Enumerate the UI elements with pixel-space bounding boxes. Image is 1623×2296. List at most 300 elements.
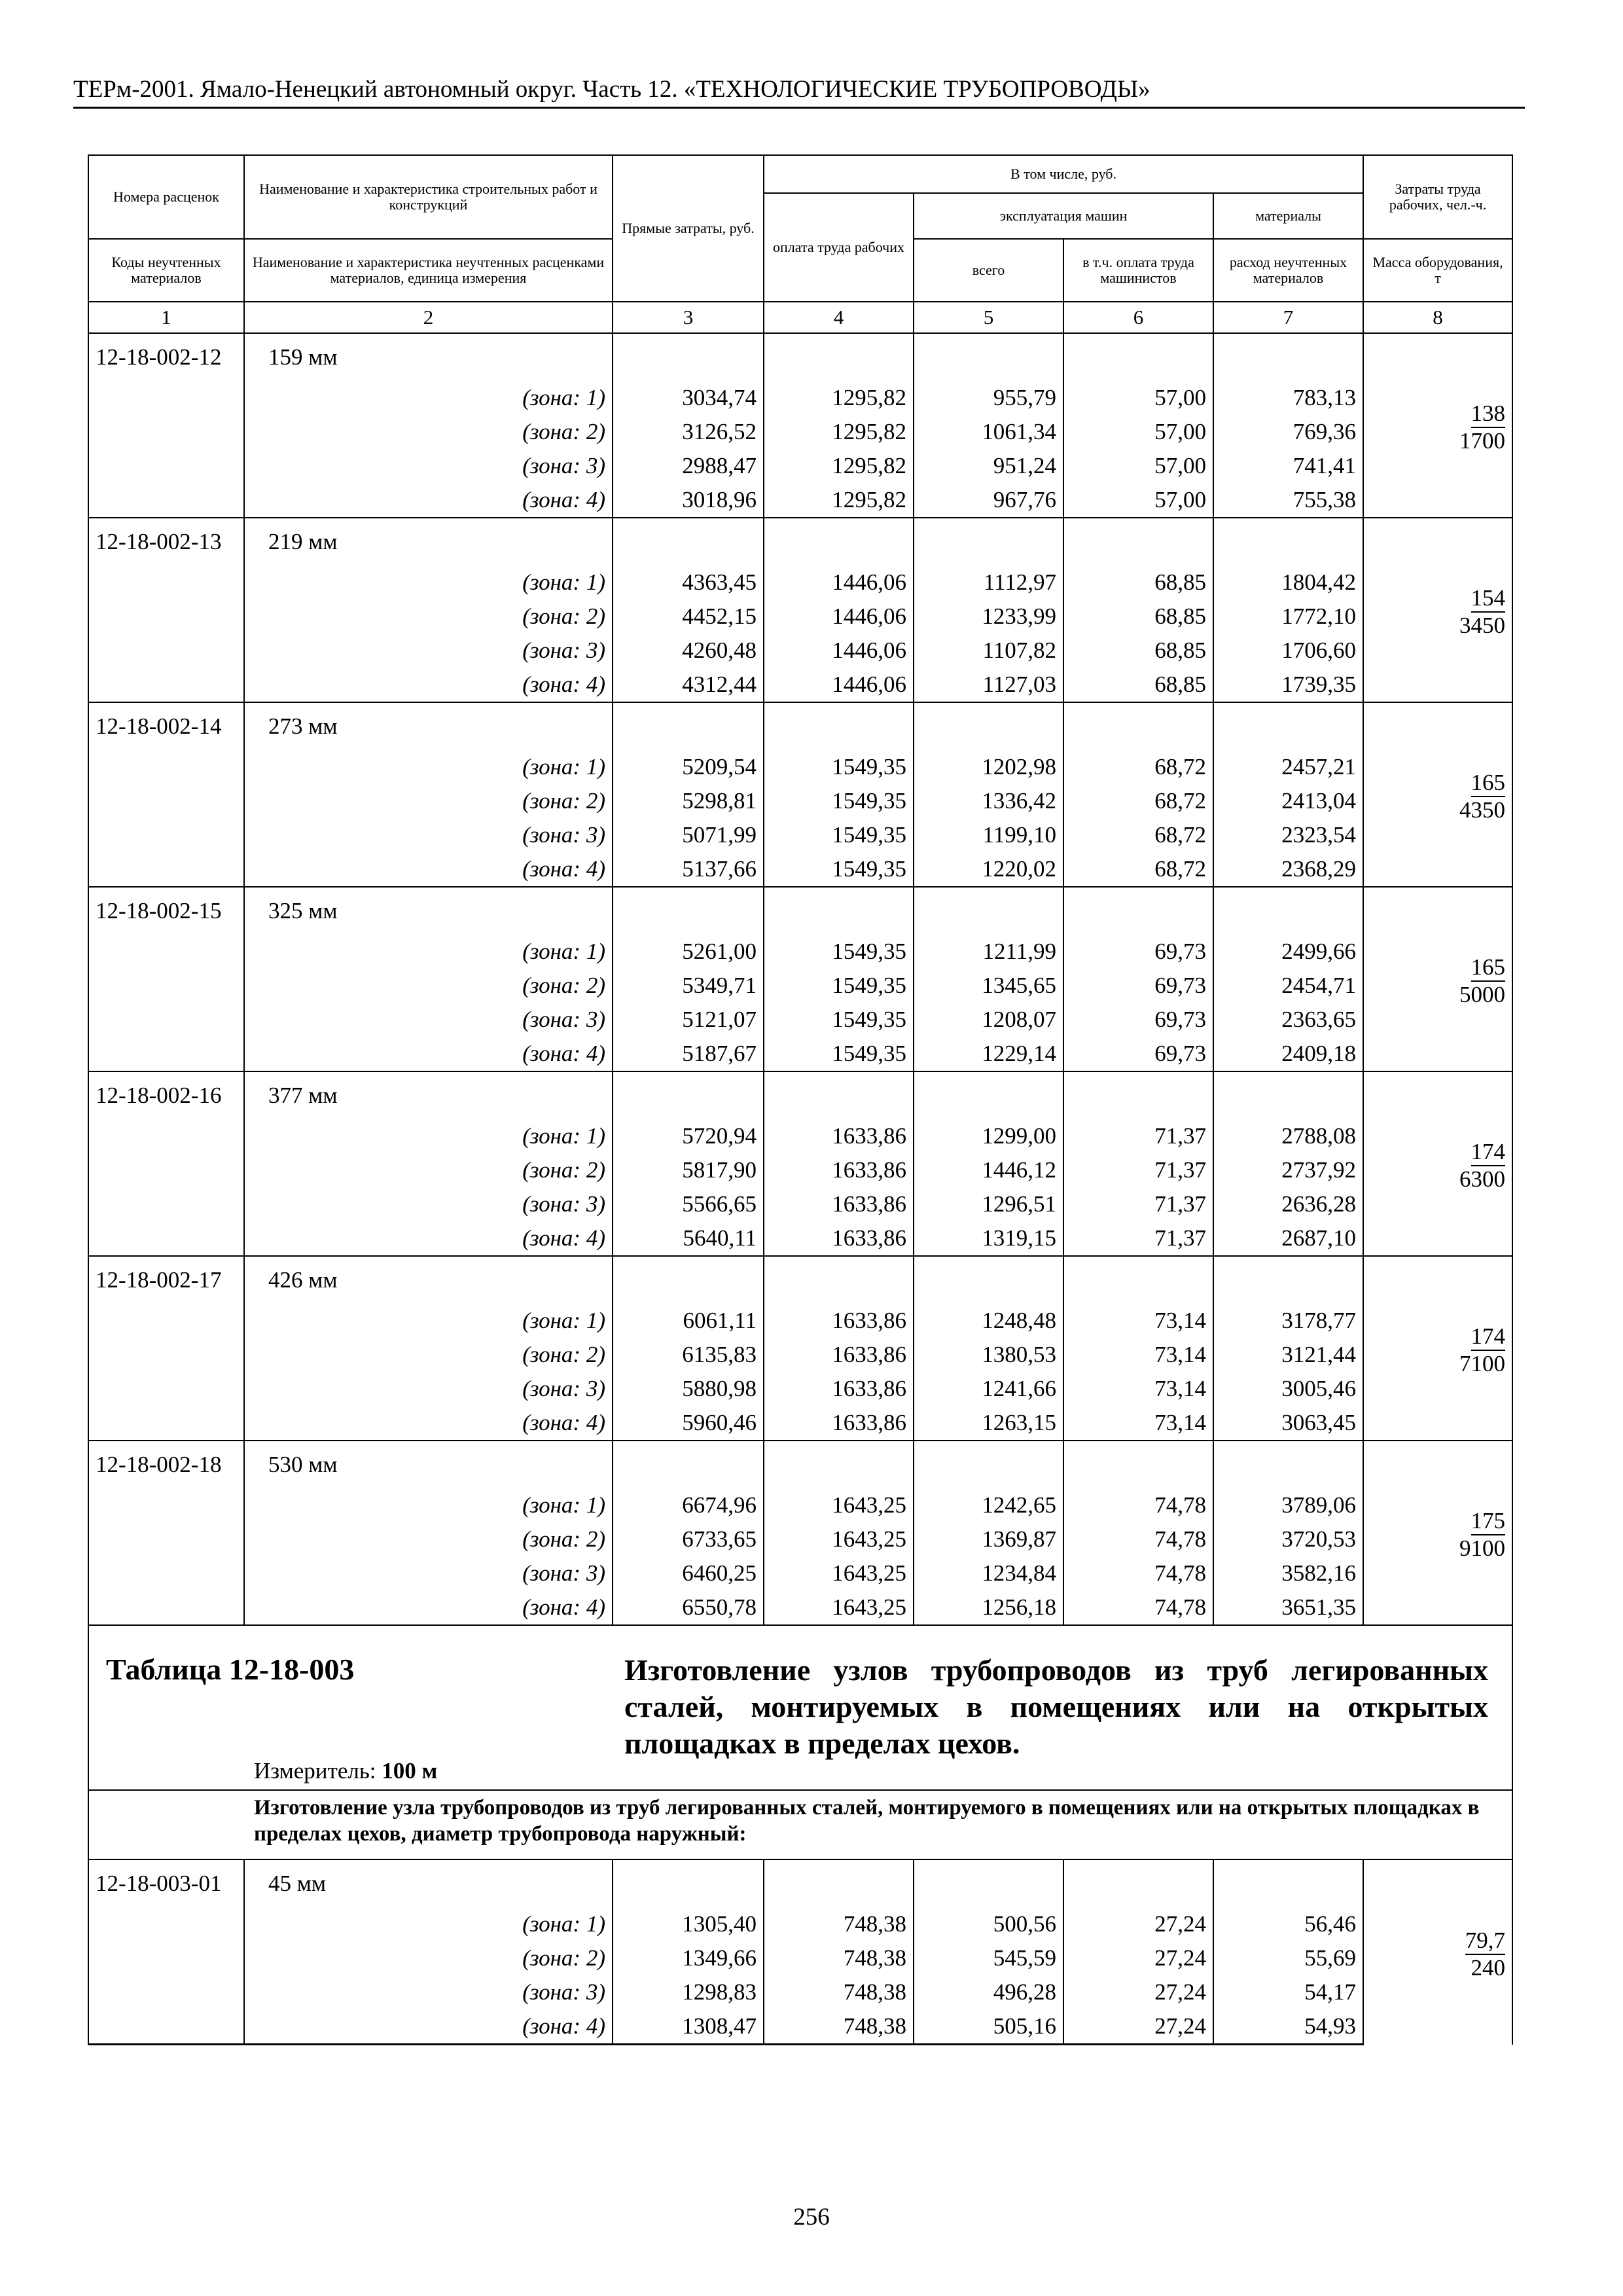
materials-value: 3121,44: [1213, 1338, 1363, 1372]
empty-cell: [914, 1256, 1063, 1304]
zone-label: (зона: 2): [244, 969, 613, 1003]
empty-cell: [1213, 702, 1363, 750]
zone-row: [88, 668, 1512, 702]
empty-cell: [1063, 1256, 1213, 1304]
empty-cell: [914, 1071, 1063, 1119]
empty-cell: [764, 887, 914, 935]
empty-cell: [1063, 887, 1213, 935]
zone-label: (зона: 4): [244, 1221, 613, 1256]
materials-value: 1804,42: [1213, 565, 1363, 600]
machines-total-value: 1263,15: [914, 1406, 1063, 1441]
empty-cell: [88, 1338, 244, 1372]
zone-label: (зона: 1): [244, 1119, 613, 1153]
empty-cell: [1213, 518, 1363, 565]
empty-cell: [88, 1941, 244, 1975]
machines-total-value: 1369,87: [914, 1522, 1063, 1556]
labor-mass-cell: [1363, 1859, 1512, 2045]
wages-value: 1643,25: [764, 1590, 914, 1625]
machines-total-value: 1112,97: [914, 565, 1063, 600]
col8-bottom-header: Масса оборудования, т: [1363, 239, 1512, 302]
zone-row: [88, 1406, 1512, 1441]
empty-cell: [914, 887, 1063, 935]
zone-label: (зона: 1): [244, 1304, 613, 1338]
empty-cell: [88, 1304, 244, 1338]
empty-cell: [764, 702, 914, 750]
materials-value: 2454,71: [1213, 969, 1363, 1003]
empty-cell: [88, 415, 244, 449]
empty-cell: [914, 518, 1063, 565]
machines-total-value: 1296,51: [914, 1187, 1063, 1221]
empty-cell: [613, 1859, 764, 1907]
direct-costs-value: 3126,52: [613, 415, 764, 449]
empty-cell: [88, 784, 244, 818]
labor-mass-cell: [1363, 1256, 1512, 1441]
table-head: [88, 155, 1512, 333]
rate-name: 325 мм: [244, 887, 613, 935]
empty-cell: [1063, 333, 1213, 381]
operators-wages-value: 68,85: [1063, 634, 1213, 668]
labor-value: 165: [1471, 954, 1506, 982]
rate-row: [88, 1071, 1512, 1119]
empty-cell: [88, 1590, 244, 1625]
wages-value: 1446,06: [764, 600, 914, 634]
machines-total-value: 967,76: [914, 483, 1063, 518]
empty-cell: [88, 600, 244, 634]
empty-cell: [613, 518, 764, 565]
empty-cell: [1213, 1441, 1363, 1488]
materials-value: 2687,10: [1213, 1221, 1363, 1256]
wages-value: 1295,82: [764, 483, 914, 518]
operators-wages-value: 68,85: [1063, 565, 1213, 600]
direct-costs-value: 2988,47: [613, 449, 764, 483]
operators-wages-value: 27,24: [1063, 1975, 1213, 2009]
zone-label: (зона: 4): [244, 1590, 613, 1625]
zone-row: [88, 381, 1512, 415]
column-number: 2: [244, 302, 613, 333]
column-number: 5: [914, 302, 1063, 333]
empty-cell: [88, 449, 244, 483]
empty-cell: [88, 1488, 244, 1522]
empty-cell: [1213, 1859, 1363, 1907]
zone-row: [88, 935, 1512, 969]
direct-costs-value: 5817,90: [613, 1153, 764, 1187]
machines-total-value: 1299,00: [914, 1119, 1063, 1153]
rate-row: [88, 1256, 1512, 1304]
zone-row: [88, 483, 1512, 518]
direct-costs-value: 3018,96: [613, 483, 764, 518]
operators-wages-value: 57,00: [1063, 483, 1213, 518]
machines-total-value: 1319,15: [914, 1221, 1063, 1256]
operators-wages-value: 68,85: [1063, 668, 1213, 702]
rate-row: [88, 1441, 1512, 1488]
operators-wages-value: 71,37: [1063, 1153, 1213, 1187]
zone-row: [88, 600, 1512, 634]
running-header: ТЕРм-2001. Ямало-Ненецкий автономный округ. Часть 12. «ТЕХНОЛОГИЧЕСКИЕ ТРУБОПРОВОДЫ»: [73, 76, 1150, 103]
empty-cell: [88, 1522, 244, 1556]
direct-costs-value: 6061,11: [613, 1304, 764, 1338]
zone-row: [88, 1003, 1512, 1037]
direct-costs-value: 4260,48: [613, 634, 764, 668]
machines-total-value: 1234,84: [914, 1556, 1063, 1590]
zone-label: (зона: 2): [244, 1941, 613, 1975]
rate-code: 12-18-003-01: [88, 1859, 244, 1907]
direct-costs-value: 5298,81: [613, 784, 764, 818]
page-number: 256: [793, 2204, 830, 2231]
materials-value: 1706,60: [1213, 634, 1363, 668]
zone-label: (зона: 2): [244, 600, 613, 634]
empty-cell: [764, 1071, 914, 1119]
labor-value: 79,7: [1465, 1928, 1505, 1955]
operators-wages-value: 73,14: [1063, 1338, 1213, 1372]
zone-row: [88, 1975, 1512, 2009]
zone-row: [88, 634, 1512, 668]
wages-value: 1643,25: [764, 1488, 914, 1522]
direct-costs-value: 5880,98: [613, 1372, 764, 1406]
labor-mass-cell: [1363, 333, 1512, 518]
zone-row: [88, 818, 1512, 852]
empty-cell: [88, 1406, 244, 1441]
column-number: 3: [613, 302, 764, 333]
materials-value: 783,13: [1213, 381, 1363, 415]
materials-value: 769,36: [1213, 415, 1363, 449]
zone-label: (зона: 3): [244, 1556, 613, 1590]
mass-value: 9100: [1459, 1535, 1506, 1561]
zone-label: (зона: 4): [244, 1406, 613, 1441]
machines-total-value: 1233,99: [914, 600, 1063, 634]
materials-value: 2363,65: [1213, 1003, 1363, 1037]
zone-label: (зона: 3): [244, 449, 613, 483]
operators-wages-value: 74,78: [1063, 1488, 1213, 1522]
zone-row: [88, 852, 1512, 887]
zone-row: [88, 2009, 1512, 2045]
zone-label: (зона: 3): [244, 1372, 613, 1406]
wages-value: 1549,35: [764, 852, 914, 887]
header-rule: [73, 107, 1525, 109]
empty-cell: [88, 565, 244, 600]
wages-value: 1295,82: [764, 381, 914, 415]
empty-cell: [914, 1859, 1063, 1907]
labor-mass-cell: [1363, 1071, 1512, 1256]
direct-costs-value: 4312,44: [613, 668, 764, 702]
materials-value: 2788,08: [1213, 1119, 1363, 1153]
direct-costs-value: 5261,00: [613, 935, 764, 969]
table-12-18-003-title: [88, 1625, 1512, 1859]
rate-code: 12-18-002-16: [88, 1071, 244, 1119]
wages-value: 748,38: [764, 2009, 914, 2045]
zone-label: (зона: 3): [244, 1187, 613, 1221]
direct-costs-value: 5071,99: [613, 818, 764, 852]
machines-total-value: 1336,42: [914, 784, 1063, 818]
materials-value: 3005,46: [1213, 1372, 1363, 1406]
empty-cell: [1213, 1071, 1363, 1119]
zone-label: (зона: 4): [244, 668, 613, 702]
unit-label: Измеритель:: [254, 1758, 376, 1784]
empty-cell: [1063, 1859, 1213, 1907]
zone-label: (зона: 4): [244, 483, 613, 518]
materials-value: 3582,16: [1213, 1556, 1363, 1590]
materials-value: 2636,28: [1213, 1187, 1363, 1221]
materials-value: 2737,92: [1213, 1153, 1363, 1187]
operators-wages-value: 74,78: [1063, 1522, 1213, 1556]
column-number: 4: [764, 302, 914, 333]
mass-value: 1700: [1459, 428, 1506, 454]
direct-costs-value: 6460,25: [613, 1556, 764, 1590]
rate-row: [88, 333, 1512, 381]
zone-row: [88, 1037, 1512, 1071]
direct-costs-value: 1349,66: [613, 1941, 764, 1975]
wages-value: 1633,86: [764, 1372, 914, 1406]
empty-cell: [88, 969, 244, 1003]
machines-total-value: 496,28: [914, 1975, 1063, 2009]
materials-value: 2457,21: [1213, 750, 1363, 784]
empty-cell: [914, 702, 1063, 750]
direct-costs-value: 5960,46: [613, 1406, 764, 1441]
machines-total-value: 951,24: [914, 449, 1063, 483]
wages-value: 1446,06: [764, 565, 914, 600]
zone-label: (зона: 2): [244, 1153, 613, 1187]
empty-cell: [613, 1071, 764, 1119]
operators-wages-value: 57,00: [1063, 381, 1213, 415]
direct-costs-value: 5349,71: [613, 969, 764, 1003]
empty-cell: [88, 1372, 244, 1406]
wages-value: 1295,82: [764, 449, 914, 483]
wages-value: 1633,86: [764, 1406, 914, 1441]
materials-value: 3789,06: [1213, 1488, 1363, 1522]
zone-row: [88, 565, 1512, 600]
empty-cell: [88, 1221, 244, 1256]
table-body-12-18-003: [88, 1859, 1512, 2045]
zone-label: (зона: 1): [244, 750, 613, 784]
operators-wages-value: 68,72: [1063, 852, 1213, 887]
wages-value: 1633,86: [764, 1119, 914, 1153]
materials-value: 755,38: [1213, 483, 1363, 518]
column-number: 6: [1063, 302, 1213, 333]
operators-wages-value: 27,24: [1063, 1941, 1213, 1975]
mass-value: 5000: [1459, 982, 1506, 1007]
wages-value: 1549,35: [764, 1003, 914, 1037]
operators-wages-value: 74,78: [1063, 1590, 1213, 1625]
empty-cell: [88, 1119, 244, 1153]
empty-cell: [88, 634, 244, 668]
materials-value: 741,41: [1213, 449, 1363, 483]
wages-value: 748,38: [764, 1907, 914, 1941]
direct-costs-value: 5121,07: [613, 1003, 764, 1037]
operators-wages-value: 71,37: [1063, 1187, 1213, 1221]
table-description: Изготовление узлов трубопроводов из труб легированных сталей, монтируемых в помещениях или на открытых площадках в пределах цехов.: [624, 1653, 1488, 1760]
col8-top-header: Затраты труда рабочих, чел.-ч.: [1363, 155, 1512, 239]
empty-cell: [88, 1037, 244, 1071]
zone-label: (зона: 3): [244, 818, 613, 852]
machines-total-value: 955,79: [914, 381, 1063, 415]
rate-name: 219 мм: [244, 518, 613, 565]
column-number: 8: [1363, 302, 1512, 333]
direct-costs-value: 6733,65: [613, 1522, 764, 1556]
operators-wages-value: 27,24: [1063, 1907, 1213, 1941]
section-heading: Изготовление узла трубопроводов из труб легированных сталей, монтируемого в помещениях или на открытых площадках в пределах цехов, диаметр трубопровода наружный:: [88, 1790, 1512, 1859]
zone-label: (зона: 4): [244, 1037, 613, 1071]
zone-label: (зона: 2): [244, 415, 613, 449]
operators-wages-header: в т.ч. оплата труда машинистов: [1063, 239, 1213, 302]
rate-name: 159 мм: [244, 333, 613, 381]
wages-value: 748,38: [764, 1975, 914, 2009]
machines-total-value: 505,16: [914, 2009, 1063, 2045]
zone-row: [88, 1153, 1512, 1187]
zone-label: (зона: 1): [244, 1488, 613, 1522]
direct-costs-value: 6674,96: [613, 1488, 764, 1522]
rate-row: [88, 518, 1512, 565]
wages-value: 1549,35: [764, 818, 914, 852]
operators-wages-value: 74,78: [1063, 1556, 1213, 1590]
zone-label: (зона: 2): [244, 784, 613, 818]
empty-cell: [1213, 887, 1363, 935]
machines-total-value: 1242,65: [914, 1488, 1063, 1522]
table-title-block: [88, 1625, 1512, 1790]
zone-row: [88, 1907, 1512, 1941]
zone-row: [88, 1221, 1512, 1256]
machines-total-value: 545,59: [914, 1941, 1063, 1975]
operators-wages-value: 71,37: [1063, 1119, 1213, 1153]
zone-label: (зона: 1): [244, 935, 613, 969]
direct-costs-header: Прямые затраты, руб.: [613, 155, 764, 302]
zone-row: [88, 1304, 1512, 1338]
labor-mass-cell: [1363, 887, 1512, 1071]
mass-value: 4350: [1459, 797, 1506, 823]
empty-cell: [1213, 1256, 1363, 1304]
labor-value: 138: [1471, 401, 1506, 428]
machines-total-header: всего: [914, 239, 1063, 302]
machines-total-value: 1446,12: [914, 1153, 1063, 1187]
empty-cell: [88, 750, 244, 784]
empty-cell: [914, 333, 1063, 381]
zone-row: [88, 969, 1512, 1003]
direct-costs-value: 4363,45: [613, 565, 764, 600]
machines-header: эксплуатация машин: [914, 193, 1213, 239]
empty-cell: [88, 483, 244, 518]
wages-value: 1633,86: [764, 1221, 914, 1256]
zone-row: [88, 1372, 1512, 1406]
zone-label: (зона: 3): [244, 634, 613, 668]
empty-cell: [88, 1907, 244, 1941]
zone-label: (зона: 1): [244, 381, 613, 415]
rate-code: 12-18-002-12: [88, 333, 244, 381]
zone-label: (зона: 1): [244, 1907, 613, 1941]
rate-code: 12-18-002-14: [88, 702, 244, 750]
machines-total-value: 1107,82: [914, 634, 1063, 668]
wages-value: 1643,25: [764, 1556, 914, 1590]
zone-row: [88, 1556, 1512, 1590]
including-header: В том числе, руб.: [764, 155, 1363, 193]
machines-total-value: 1127,03: [914, 668, 1063, 702]
operators-wages-value: 57,00: [1063, 449, 1213, 483]
rate-name: 273 мм: [244, 702, 613, 750]
empty-cell: [1063, 1071, 1213, 1119]
mass-value: 3450: [1459, 613, 1506, 638]
empty-cell: [88, 818, 244, 852]
wages-value: 1549,35: [764, 784, 914, 818]
empty-cell: [764, 333, 914, 381]
machines-total-value: 1248,48: [914, 1304, 1063, 1338]
wages-value: 1446,06: [764, 668, 914, 702]
zone-label: (зона: 3): [244, 1975, 613, 2009]
rate-row: [88, 1859, 1512, 1907]
wages-value: 748,38: [764, 1941, 914, 1975]
zone-row: [88, 415, 1512, 449]
col1-top-header: Номера расценок: [88, 155, 244, 239]
empty-cell: [613, 887, 764, 935]
operators-wages-value: 73,14: [1063, 1372, 1213, 1406]
empty-cell: [613, 702, 764, 750]
zone-row: [88, 1119, 1512, 1153]
labor-value: 154: [1471, 585, 1506, 613]
rate-name: 45 мм: [244, 1859, 613, 1907]
machines-total-value: 1345,65: [914, 969, 1063, 1003]
materials-value: 56,46: [1213, 1907, 1363, 1941]
wages-value: 1295,82: [764, 415, 914, 449]
direct-costs-value: 5209,54: [613, 750, 764, 784]
empty-cell: [1063, 1441, 1213, 1488]
materials-value: 54,93: [1213, 2009, 1363, 2045]
wages-value: 1549,35: [764, 969, 914, 1003]
machines-total-value: 1061,34: [914, 415, 1063, 449]
machines-total-value: 1380,53: [914, 1338, 1063, 1372]
rate-code: 12-18-002-13: [88, 518, 244, 565]
wages-value: 1633,86: [764, 1153, 914, 1187]
direct-costs-value: 6550,78: [613, 1590, 764, 1625]
unaccounted-materials-header: расход неучтенных материалов: [1213, 239, 1363, 302]
mass-value: 240: [1471, 1954, 1506, 1981]
unit-line: [254, 1758, 437, 1784]
empty-cell: [613, 1256, 764, 1304]
empty-cell: [88, 1556, 244, 1590]
column-number: 7: [1213, 302, 1363, 333]
rate-name: 426 мм: [244, 1256, 613, 1304]
labor-mass-cell: [1363, 1441, 1512, 1625]
operators-wages-value: 27,24: [1063, 2009, 1213, 2045]
direct-costs-value: 1298,83: [613, 1975, 764, 2009]
materials-value: 3178,77: [1213, 1304, 1363, 1338]
column-number: 1: [88, 302, 244, 333]
zone-row: [88, 1522, 1512, 1556]
materials-header: материалы: [1213, 193, 1363, 239]
wages-value: 1549,35: [764, 750, 914, 784]
machines-total-value: 1220,02: [914, 852, 1063, 887]
wages-value: 1633,86: [764, 1338, 914, 1372]
labor-mass-cell: [1363, 702, 1512, 887]
rate-name: 530 мм: [244, 1441, 613, 1488]
labor-value: 174: [1471, 1323, 1506, 1351]
operators-wages-value: 69,73: [1063, 935, 1213, 969]
labor-value: 174: [1471, 1139, 1506, 1166]
materials-value: 3651,35: [1213, 1590, 1363, 1625]
labor-value: 175: [1471, 1508, 1506, 1535]
rate-code: 12-18-002-18: [88, 1441, 244, 1488]
direct-costs-value: 1305,40: [613, 1907, 764, 1941]
empty-cell: [1063, 518, 1213, 565]
zone-row: [88, 750, 1512, 784]
machines-total-value: 1199,10: [914, 818, 1063, 852]
empty-cell: [88, 2009, 244, 2045]
empty-cell: [764, 1256, 914, 1304]
zone-row: [88, 1488, 1512, 1522]
empty-cell: [764, 518, 914, 565]
direct-costs-value: 4452,15: [613, 600, 764, 634]
materials-value: 55,69: [1213, 1941, 1363, 1975]
mass-value: 7100: [1459, 1351, 1506, 1376]
empty-cell: [613, 333, 764, 381]
column-numbers-row: [88, 302, 1512, 333]
operators-wages-value: 68,72: [1063, 784, 1213, 818]
empty-cell: [1063, 702, 1213, 750]
